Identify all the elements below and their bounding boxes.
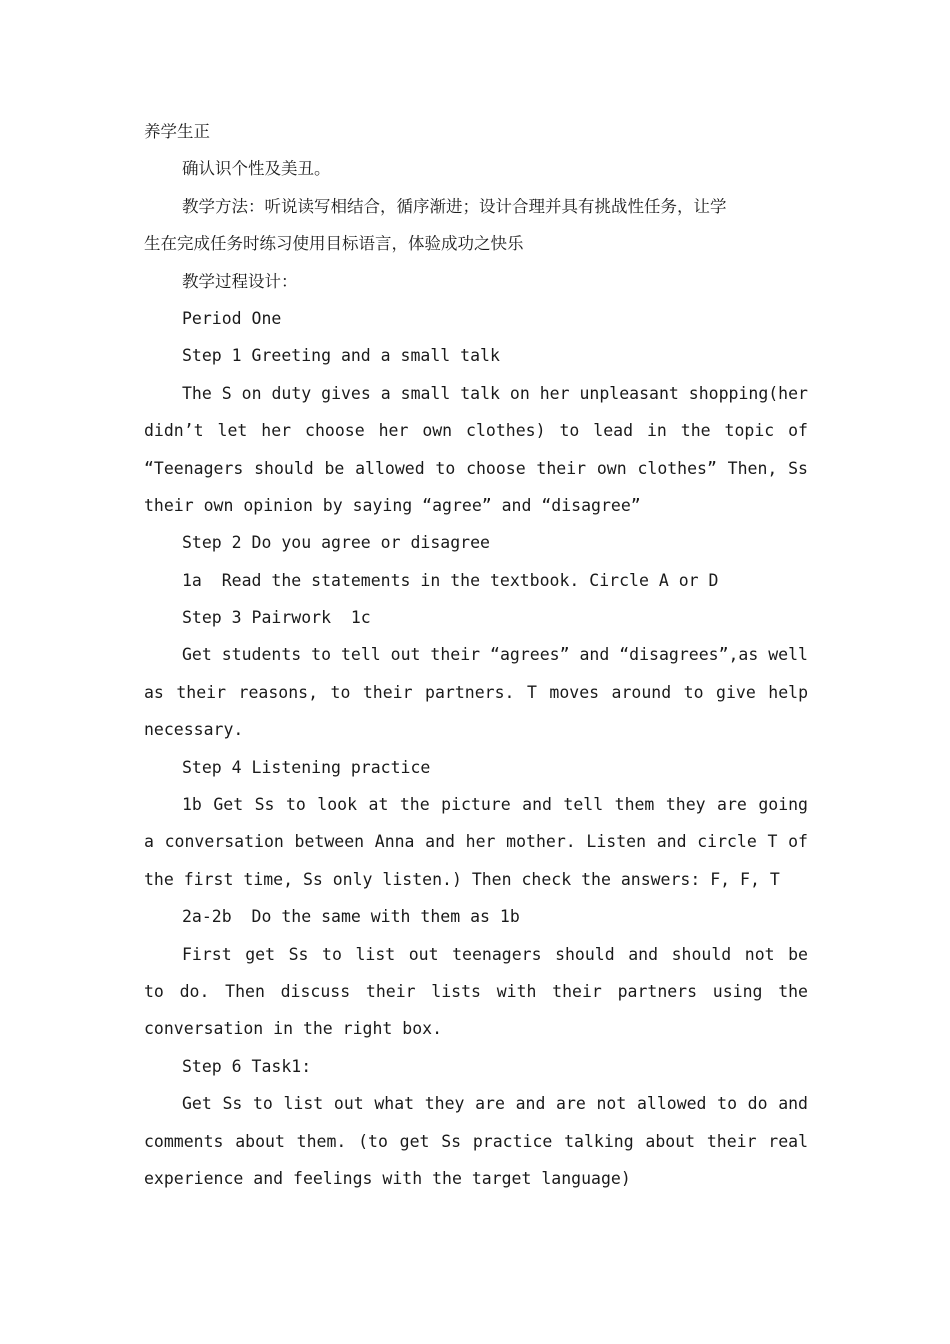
text-line: the first time, Ss only listen.) Then check the answers: F, F, T (144, 869, 780, 889)
text-line: comments about them. (to get Ss practice talking about their real (144, 1131, 808, 1151)
lesson-plan-text (144, 113, 808, 1197)
text-line: a conversation between Anna and her mother. Listen and circle T of (144, 832, 808, 852)
text-line: didn’t let her choose her own clothes) to lead in the topic of (144, 421, 808, 441)
text-line: 2a-2b Do the same with them as 1b (182, 907, 520, 927)
text-line: Get Ss to list out what they are and are not allowed to do and (182, 1094, 808, 1114)
text-line: as their reasons, to their partners. T moves around to give help (144, 682, 808, 702)
text-line: Step 6 Task1: (182, 1056, 312, 1076)
text-line: their own opinion by saying “agree” and “disagree” (144, 495, 641, 515)
text-line: experience and feelings with the target language) (144, 1168, 631, 1188)
text-line: The S on duty gives a small talk on her unpleasant shopping(her (182, 383, 808, 403)
text-line: 1b Get Ss to look at the picture and tell them they are going (182, 795, 808, 815)
text-line: 确认识个性及美丑。 (182, 159, 331, 179)
text-line: Step 2 Do you agree or disagree (182, 533, 490, 553)
text-line: 教学方法：听说读写相结合，循序渐进；设计合理并具有挑战性任务，让学 (182, 196, 727, 216)
text-line: 教学过程设计： (182, 271, 298, 291)
text-line: First get Ss to list out teenagers should and should not be (182, 944, 808, 964)
text-line: 养学生正 (144, 122, 210, 141)
text-line: to do. Then discuss their lists with their partners using the (144, 981, 808, 1001)
text-line: necessary. (144, 720, 244, 740)
text-line: conversation in the right box. (144, 1019, 443, 1039)
text-line: 1a Read the statements in the textbook. Circle A or D (182, 570, 719, 590)
text-line: “Teenagers should be allowed to choose their own clothes” Then, Ss (144, 458, 808, 478)
text-line: Get students to tell out their “agrees” and “disagrees”,as well (182, 645, 808, 665)
text-line: Step 3 Pairwork 1c (182, 608, 371, 628)
text-line: Step 4 Listening practice (182, 757, 431, 777)
text-line: 生在完成任务时练习使用目标语言，体验成功之快乐 (144, 234, 524, 254)
text-line: Step 1 Greeting and a small talk (182, 346, 500, 366)
text-line: Period One (182, 308, 282, 328)
